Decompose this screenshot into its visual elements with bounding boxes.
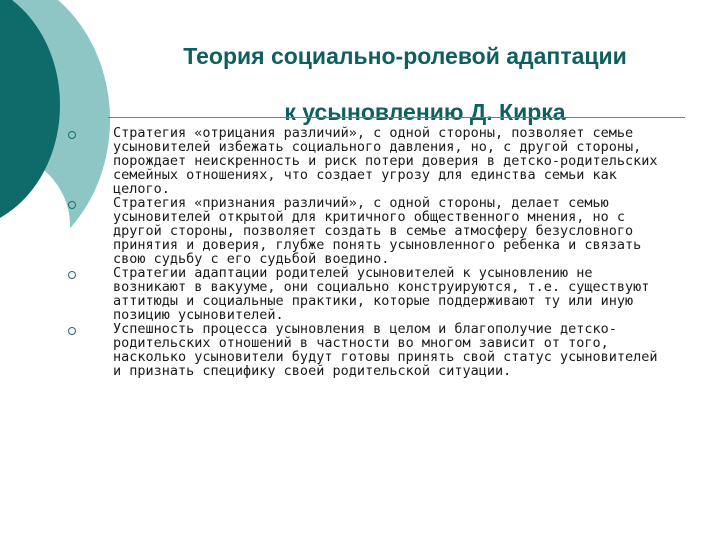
list-item-text: Стратегии адаптации родителей усыновителей к усыновлению не возникают в вакууме, они социально конструируются, т.е. существуют аттитюды и социальные практики, которые поддерживают ту или иную позицию усыновителей. (113, 265, 650, 323)
list-item (68, 126, 668, 196)
bullet-list (68, 126, 668, 378)
slide-title-line-1: Теория социально-ролевой адаптации (183, 43, 627, 69)
title-divider (108, 117, 685, 118)
circle-bullet-icon (68, 271, 76, 279)
circle-bullet-icon (68, 131, 76, 139)
slide-title (100, 28, 710, 140)
circle-bullet-icon (68, 201, 76, 209)
slide-title-line-2: к усыновлению Д. Кирка (284, 99, 566, 125)
list-item-text: Стратегия «признания различий», с одной стороны, делает семью усыновителей открытой для критичного общественного мнения, но с другой стороны, позволяет создать в семье атмосферу безусловного принятия и доверия, глубже понять усыновленного ребенка и связать свою судьбу с его судьбой воедино. (113, 195, 642, 267)
circle-bullet-icon (68, 327, 76, 335)
list-item-text: Успешность процесса усыновления в целом и благополучие детско-родительских отношений в частности во многом зависит от того, насколько усыновители будут готовы принять свой статус усыновителей и признать специфику своей родительской ситуации. (113, 321, 658, 379)
list-item (68, 196, 668, 266)
list-item-text: Стратегия «отрицания различий», с одной стороны, позволяет семье усыновителей избежать социального давления, но, с другой стороны, порождает неискренность и риск потери доверия в детско-родительских семейных отношениях, что создает угрозу для единства семьи как целого. (113, 125, 658, 197)
list-item (68, 322, 668, 378)
list-item (68, 266, 668, 322)
